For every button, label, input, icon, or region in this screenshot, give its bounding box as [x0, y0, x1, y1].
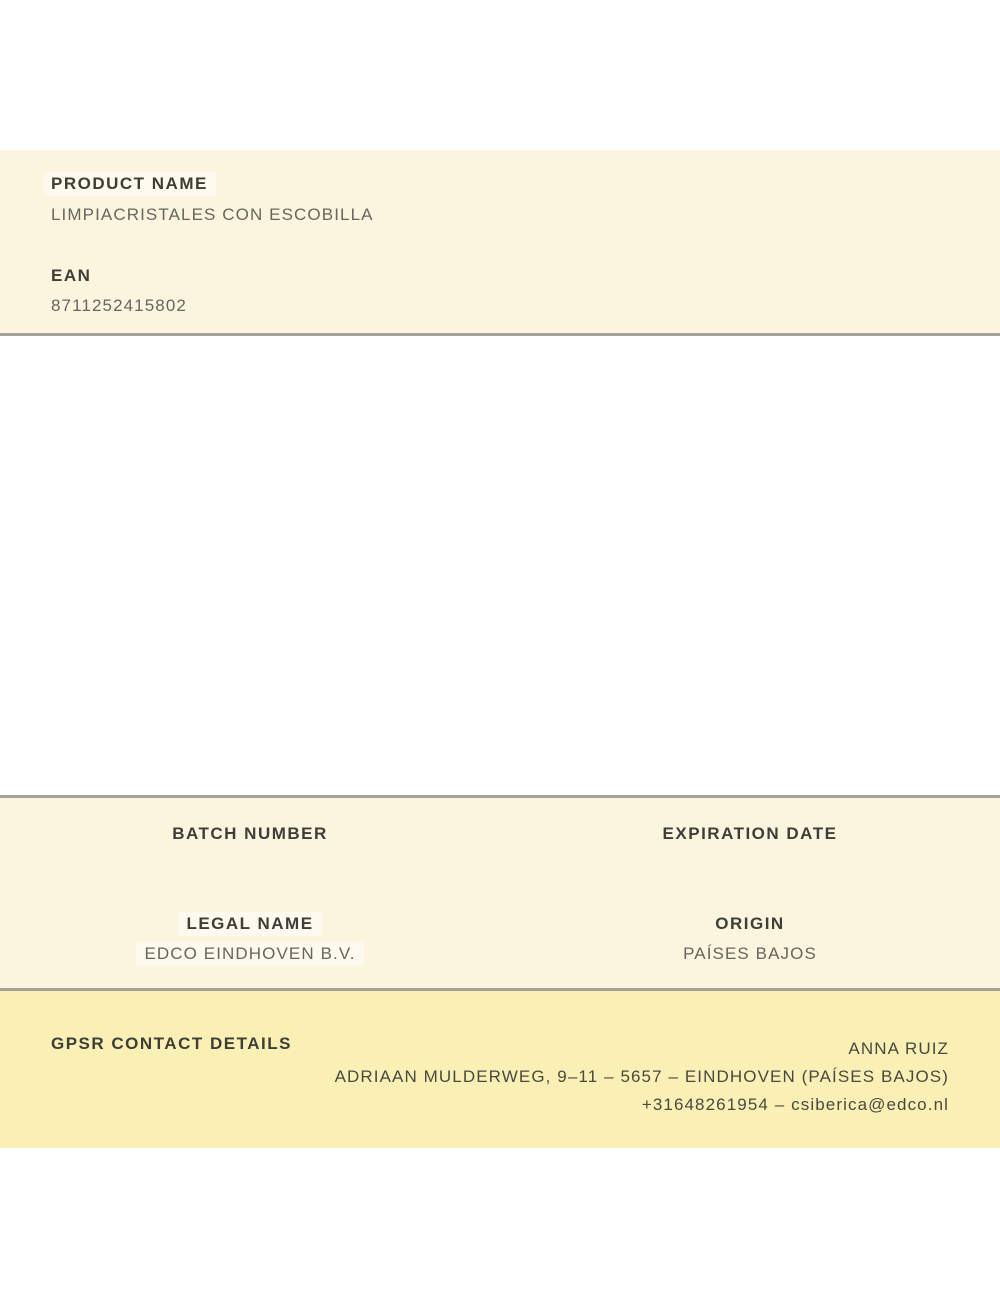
- gpsr-contact-address: ADRIAAN MULDERWEG, 9–11 – 5657 – EINDHOVEN (PAÍSES BAJOS): [334, 1067, 949, 1086]
- legal-name-label-text: LEGAL NAME: [178, 912, 321, 936]
- ean-value: 8711252415802: [51, 296, 187, 315]
- gpsr-contact-name: ANNA RUIZ: [848, 1039, 949, 1058]
- batch-row: [0, 825, 1000, 843]
- legal-name-value: [0, 945, 500, 963]
- origin-label: ORIGIN: [715, 914, 785, 933]
- gpsr-contact-phone-email: +31648261954 – csiberica@edco.nl: [641, 1095, 949, 1114]
- gpsr-section: [0, 991, 1000, 1148]
- product-section: [0, 150, 1000, 336]
- legal-origin-label-row: [0, 915, 1000, 933]
- gpsr-label: GPSR CONTACT DETAILS: [51, 1034, 292, 1053]
- legal-name-value-text: EDCO EINDHOVEN B.V.: [136, 942, 363, 966]
- batch-number-label: BATCH NUMBER: [172, 824, 328, 843]
- gpsr-contact-block: [335, 1035, 949, 1119]
- legal-origin-value-row: [0, 945, 1000, 963]
- batch-section: [0, 795, 1000, 991]
- product-name-label-text: PRODUCT NAME: [43, 172, 216, 196]
- origin-value: PAÍSES BAJOS: [683, 944, 817, 963]
- legal-name-label: [0, 915, 500, 933]
- expiration-date-label: EXPIRATION DATE: [662, 824, 838, 843]
- product-name-label: [51, 175, 949, 193]
- product-name-value: LIMPIACRISTALES CON ESCOBILLA: [51, 205, 374, 224]
- ean-label: EAN: [51, 266, 92, 285]
